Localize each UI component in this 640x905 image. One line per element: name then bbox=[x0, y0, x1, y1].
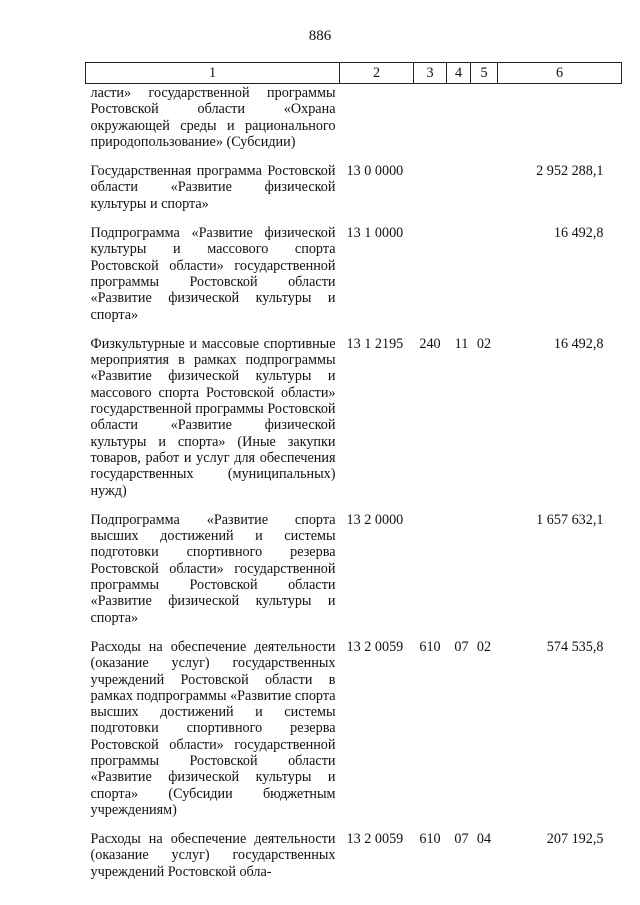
row-amount: 1 657 632,1 bbox=[536, 511, 604, 528]
row-section bbox=[447, 225, 471, 336]
row-amount bbox=[498, 84, 622, 164]
row-expense-type: 610 bbox=[419, 638, 441, 655]
header-col-3: 3 bbox=[414, 63, 447, 84]
row-code: 13 2 0059 bbox=[346, 831, 404, 848]
row-subsection: 02 bbox=[476, 335, 492, 352]
row-expense-type bbox=[414, 225, 447, 336]
row-section: 11 bbox=[454, 335, 469, 352]
row-subsection bbox=[471, 163, 498, 225]
row-amount: 574 535,8 bbox=[546, 638, 604, 655]
table-row bbox=[86, 639, 622, 831]
row-name: Расходы на обеспечение деятельности (оказание услуг) государственных учреждений Ростовской обла- bbox=[90, 831, 336, 880]
row-subsection: 04 bbox=[476, 831, 492, 848]
table-row bbox=[86, 163, 622, 225]
table-row bbox=[86, 225, 622, 336]
table-row bbox=[86, 512, 622, 639]
row-subsection bbox=[471, 225, 498, 336]
row-amount: 16 492,8 bbox=[553, 335, 604, 352]
row-code: 13 2 0000 bbox=[346, 511, 404, 528]
header-row bbox=[86, 63, 622, 84]
row-code: 13 1 2195 bbox=[346, 335, 404, 352]
row-amount: 16 492,8 bbox=[553, 225, 604, 242]
row-section bbox=[447, 84, 471, 164]
row-code: 13 1 0000 bbox=[346, 225, 404, 242]
header-col-5: 5 bbox=[471, 63, 498, 84]
row-amount: 207 192,5 bbox=[546, 831, 604, 848]
row-expense-type bbox=[414, 163, 447, 225]
row-name: Подпрограмма «Развитие физической культуры и массового спорта Ростовской области» государственной программы Ростовской области «Развитие физической культуры и спорта» bbox=[90, 225, 336, 323]
row-expense-type: 610 bbox=[419, 831, 441, 848]
row-code bbox=[340, 84, 414, 164]
budget-table bbox=[85, 62, 622, 893]
row-name: ласти» государственной программы Ростовской области «Охрана окружающей среды и рационального природопользование» (Субсидии) bbox=[90, 85, 336, 150]
header-col-2: 2 bbox=[340, 63, 414, 84]
row-expense-type bbox=[414, 84, 447, 164]
row-section: 07 bbox=[454, 831, 469, 848]
row-name: Расходы на обеспечение деятельности (оказание услуг) государственных учреждений Ростовской области в рамках подпрограммы «Развитие спорта высших достижений и системы подготовки спортивного резерва Ростовской области» государственной программы Ростовской области «Развитие физической культуры и спорта» (Субсидии бюджетным учреждениям) bbox=[90, 638, 336, 818]
row-name: Физкультурные и массовые спортивные мероприятия в рамках подпрограммы «Развитие физической культуры и массового спорта Ростовской области» государственной программы Ростовской области «Развитие физической культуры и спорта» (Иные закупки товаров, работ и услуг для обеспечения государственных (муниципальных) нужд) bbox=[90, 335, 336, 499]
row-expense-type: 240 bbox=[419, 335, 441, 352]
row-subsection bbox=[471, 84, 498, 164]
row-section bbox=[447, 163, 471, 225]
page-number: 886 bbox=[308, 28, 332, 44]
header-col-4: 4 bbox=[447, 63, 471, 84]
header-col-6: 6 bbox=[498, 63, 622, 84]
row-code: 13 2 0059 bbox=[346, 638, 404, 655]
table-row bbox=[86, 336, 622, 512]
header-col-1: 1 bbox=[86, 63, 340, 84]
table-row bbox=[86, 831, 622, 893]
row-name: Подпрограмма «Развитие спорта высших достижений и системы подготовки спортивного резерва Ростовской области» государственной программы Ростовской области «Развитие физической культуры и спорта» bbox=[90, 511, 336, 626]
table-header bbox=[86, 63, 622, 84]
table-row bbox=[86, 84, 622, 164]
row-subsection: 02 bbox=[476, 638, 492, 655]
row-code: 13 0 0000 bbox=[346, 163, 404, 180]
table-body bbox=[86, 84, 622, 894]
row-section bbox=[447, 512, 471, 639]
row-name: Государственная программа Ростовской области «Развитие физической культуры и спорта» bbox=[90, 163, 336, 212]
row-section: 07 bbox=[454, 638, 469, 655]
row-amount: 2 952 288,1 bbox=[536, 163, 604, 180]
row-expense-type bbox=[414, 512, 447, 639]
row-subsection bbox=[471, 512, 498, 639]
